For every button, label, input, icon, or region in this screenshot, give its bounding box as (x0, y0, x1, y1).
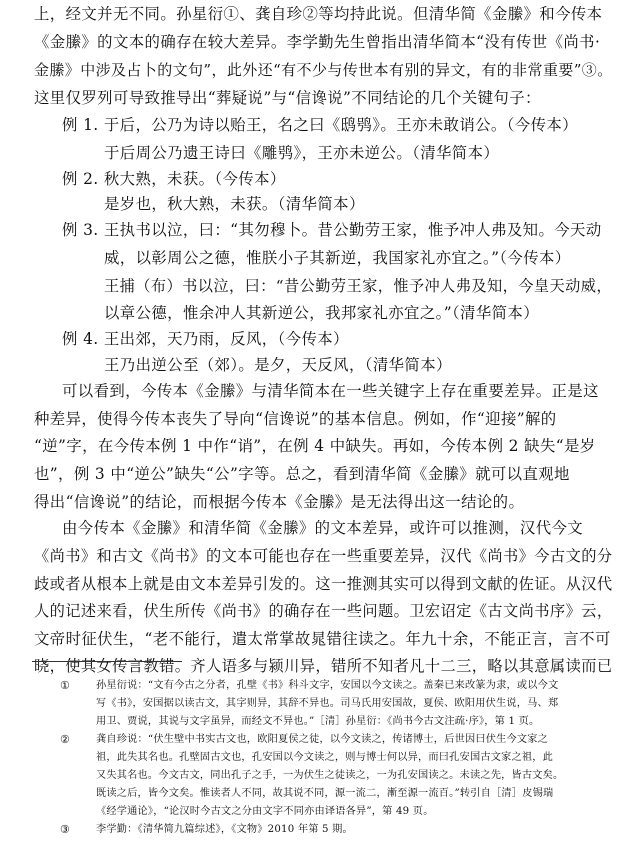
body-line: 这里仅罗列可导致推导出“葬疑说”与“信谗说”不同结论的几个关键句子： (34, 89, 541, 107)
body-line: 例 3. 王执书以泣，曰：“其勿穆卜。昔公勤劳王家，惟予冲人弗及知。今天动 (62, 221, 602, 239)
footnote-line: 祖，此失其名也。孔壁固古文也，孔安国以今文读之，则与博士何以异，而曰孔安国古文家之祖，此 (96, 752, 554, 763)
footnote-line: 龚自珍说：“伏生壁中书实古文也，欧阳夏侯之徒，以今文读之，传诸博士，后世因曰伏生今文家之 (96, 734, 549, 745)
body-line: 晓，使其女传言教错。齐人语多与颍川异，错所不知者凡十二三，略以其意属读而已 (34, 657, 613, 675)
body-line: 也”，例 3 中“逆公”缺失“公”字等。总之，看到清华简《金縢》就可以直观地 (34, 465, 570, 483)
body-line: 歧或者从根本上就是由文本差异引发的。这一推测其实可以得到文献的佐证。从汉代 (34, 575, 613, 593)
body-line: 是岁也，秋大熟，未获。（清华简本） (104, 195, 365, 213)
footnote-line: 写《书》，安国据以读古文，其字则异，其辞不异也。司马氏用安国故，夏侯、欧阳用伏生说，马、郑 (96, 698, 559, 709)
body-line: 王乃出逆公至（郊）。是夕，天反风，（清华简本） (104, 356, 452, 374)
footnote-line: 孙星衍说：“文有今古之分者，孔壁《书》科斗文字，安国以今文读之。盖秦已来改篆为隶，或以今文 (96, 680, 559, 691)
body-line: 《金縢》的文本的确存在较大差异。李学勤先生曾指出清华简本“没有传世《尚书· (34, 33, 601, 51)
body-line: 由今传本《金縢》和清华简《金縢》的文本差异，或许可以推测，汉代今文 (62, 519, 584, 537)
footnote-line: 既读之后，皆今文矣。惟读者人不同，故其说不同，源一流二，漸至源一流百。”转引自［清］皮锡瑞 (96, 788, 554, 799)
body-line: 例 4. 王出郊，天乃雨，反风，（今传本） (62, 330, 349, 348)
body-line: 王捕（布）书以泣，曰：“昔公勤劳王家，惟予冲人弗及知，今皇天动威， (104, 277, 612, 295)
body-line: 文帝时征伏生，“老不能行，遣太常掌故晁错往读之。年九十余，不能正言，言不可 (34, 630, 611, 648)
body-line: “逆”字，在今传本例 1 中作“诮”，在例 4 中缺失。再如，今传本例 2 缺失“是岁 (34, 437, 596, 455)
body-line: 《尚书》和古文《尚书》的文本可能也存在一些重要差异，汉代《尚书》今古文的分 (34, 547, 613, 565)
footnote-line: 又失其名也。今文古文，同出孔子之手，一为伏生之徒读之，一为孔安国读之。未读之先，皆古文矣。 (96, 770, 564, 781)
footnote-number: ① (60, 679, 70, 692)
body-line: 上，经文并无不同。孙星衍①、龚自珍②等均持此说。但清华简《金縢》和今传本 (34, 5, 603, 23)
body-line: 种差异，使得今传本丧失了导向“信谗说”的基本信息。例如，作“迎接”解的 (34, 410, 557, 428)
body-line: 得出“信谗说”的结论，而根据今传本《金縢》是无法得出这一结论的。 (34, 493, 525, 511)
body-line: 以章公德，惟余冲人其新逆公，我邦家礼亦宜之。”（清华简本） (104, 304, 540, 322)
footnote-line: 用卫、贾说，其说与文字虽异，而经文不异也。”［清］孙星衍：《尚书今古文注疏·序》，第 1 页。 (96, 716, 540, 727)
body-line: 威，以彰周公之德，惟朕小子其新逆，我国家礼亦宜之。”（今传本） (104, 249, 571, 267)
footnote-number: ③ (60, 823, 70, 836)
body-line: 可以看到，今传本《金縢》与清华简本在一些关键字上存在重要差异。正是这 (62, 382, 599, 400)
body-line: 人的记述来看，伏生所传《尚书》的确存在一些问题。卫宏诏定《古文尚书序》云， (34, 602, 613, 620)
body-line: 于后周公乃遗王诗曰《雕鸮》，王亦未逆公。（清华简本） (104, 144, 500, 162)
body-line: 例 1. 于后，公乃为诗以贻王，名之曰《鸱鸮》。王亦未敢诮公。（今传本） (62, 116, 578, 134)
footnote-number: ② (60, 733, 70, 746)
body-line: 金縢》中涉及占卜的文句”，此外还“有不少与传世本有别的异文，有的非常重要”③。 (34, 61, 613, 79)
footnote-line: 李学勤：《清华简九篇综述》，《文物》2010 年第 5 期。 (96, 824, 353, 835)
footnote-line: 《经学通论》，“论汉时今古文之分由文字不同亦由译语各异”，第 49 页。 (96, 806, 434, 817)
footnote-divider (32, 661, 182, 662)
body-line: 例 2. 秋大熟，未获。（今传本） (62, 170, 286, 188)
